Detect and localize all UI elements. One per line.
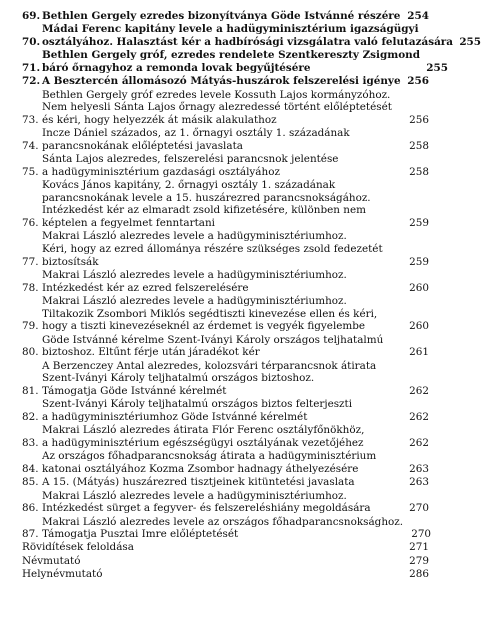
entry-title-line: biztosítsák [42, 255, 99, 268]
entry-title-line: Mádai Ferenc kapitány levele a hadügyminisztérium igazságügyi [42, 23, 419, 36]
entry-title-line: Kéri, hogy az ezred állománya részére szükséges zsold fedezetét [42, 243, 383, 256]
entry-title-line: biztoshoz. Eltűnt férje után járadékot kér [42, 346, 260, 359]
entry-page-number: 263 [409, 476, 429, 489]
entry-number: 87. [22, 528, 39, 541]
extra-title [22, 568, 407, 581]
entry-title-line: Sánta Lajos alezredes, felszerelési parancsnok jelentése [42, 153, 339, 166]
entry-title-line: Makrai László alezredes átirata Flór Ferenc osztályfőnökhöz, [42, 424, 365, 437]
entry-title-line: Intézkedést sürget a fegyver- és felszereléshiány megoldására [42, 502, 371, 515]
toc-entry [22, 476, 429, 489]
toc-entry [22, 153, 429, 178]
entry-page-number: 254 [407, 10, 429, 22]
extra-title-line: Rövidítések feloldása [22, 541, 134, 554]
entry-title [42, 360, 407, 398]
entry-title-line: Az országos főhadparancsnokság átirata a hadügyminisztérium [42, 450, 377, 463]
entry-title [42, 230, 407, 268]
entry-title [42, 127, 407, 152]
toc-entry [22, 127, 429, 152]
entry-page-number: 260 [409, 281, 429, 294]
extra-title-line: Helynévmutató [22, 568, 103, 581]
entry-title [42, 179, 407, 229]
entry-number: 76. [22, 217, 39, 230]
entry-title [42, 49, 426, 74]
toc-entry [22, 334, 429, 359]
entry-title-line: és kéri, hogy helyezzék át másik alakulathoz [42, 113, 277, 126]
toc-entry [22, 515, 432, 541]
extra-title [22, 555, 407, 568]
toc-extra-entry [22, 555, 429, 568]
entry-number: 73. [22, 113, 39, 126]
toc-entry [22, 398, 429, 423]
entry-number: 71. [22, 61, 41, 74]
entry-title-line: Makrai László alezredes levele az országos főhadparancsnoksághoz. [42, 515, 404, 528]
entry-title [42, 476, 407, 489]
entry-title-line: Göde Istvánné kérelme Szent-Iványi Károly országos teljhatalmú [42, 333, 384, 346]
entry-number: 70. [22, 35, 41, 48]
entry-page-number: 255 [426, 61, 448, 74]
toc-entry [22, 49, 448, 74]
toc-entry [22, 424, 429, 449]
entry-title [42, 334, 407, 359]
entry-title-line: Bethlen Gergely gróf ezredes levele Kossuth Lajos kormányzóhoz. [42, 88, 391, 101]
toc-entry [22, 490, 429, 515]
entry-page-number: 262 [409, 436, 429, 449]
entry-number: 86. [22, 502, 39, 515]
toc-entry [22, 295, 429, 333]
entry-title-line: hogy a tiszti kinevezéseknél az érdemet is vegyék figyelembe [42, 320, 366, 333]
entry-title-line: Tiltakozik Zsombori Miklós segédtiszti kinevezése ellen és kéri, [42, 307, 378, 320]
extra-page-number: 279 [409, 554, 429, 567]
entry-title-line: a hadügyminisztériumhoz Göde Istvánné kérelmét [42, 410, 308, 423]
entry-title-line: a hadügyminisztérium gazdasági osztályához [42, 165, 280, 178]
entry-page-number: 262 [409, 384, 429, 397]
entry-title [42, 23, 459, 48]
entry-title [42, 516, 409, 541]
entry-title-line: Támogatja Pusztai Imre előléptetését [42, 528, 239, 541]
entry-title-line: Makrai László alezredes levele a hadügyminisztériumhoz. [42, 230, 347, 243]
entry-title-line: Incze Dániel százados, az 1. őrnagyi osztály 1. századának [42, 127, 350, 140]
entry-page-number: 255 [459, 35, 481, 48]
extra-page-number: 271 [409, 541, 429, 554]
entry-title-line: Intézkedést kér az ezred felszerelésére [42, 281, 249, 294]
entry-title-line: Makrai László alezredes levele a hadügyminisztériumhoz. [42, 295, 347, 308]
toc-entry [22, 269, 429, 294]
entry-page-number: 262 [409, 410, 429, 423]
entry-title-line: Kovács János kapitány, 2. őrnagyi osztály 1. századának [42, 179, 336, 192]
toc-entry [22, 230, 429, 268]
entry-number: 78. [22, 281, 39, 294]
entry-title-line: A Besztercén állomásozó Mátyás-huszárok felszerelési igénye [42, 75, 401, 88]
entry-title-line: katonai osztályához Kozma Zsombor hadnagy áthelyezésére [42, 462, 359, 475]
toc-entry [22, 450, 429, 475]
toc-entry [22, 75, 429, 88]
entry-title-line: Intézkedést kér az elmaradt zsold kifizetésére, különben nem [42, 204, 366, 217]
toc-entry [22, 179, 429, 229]
extra-title [22, 541, 407, 554]
entry-page-number: 263 [409, 462, 429, 475]
entry-number: 85. [22, 476, 39, 489]
entry-title-line: Bethlen Gergely gróf, ezredes rendelete Szentkereszty Zsigmond [42, 49, 420, 62]
entry-title-line: parancsnokának előléptetési javaslata [42, 139, 243, 152]
entry-number: 84. [22, 462, 39, 475]
entry-title [42, 490, 407, 515]
entry-page-number: 258 [409, 139, 429, 152]
entry-title-line: osztályához. Halasztást kér a hadbírósági vizsgálatra való felutazására [42, 35, 454, 48]
entry-title [42, 10, 407, 23]
entry-number: 79. [22, 320, 39, 333]
entry-number: 81. [22, 384, 39, 397]
toc-entry [22, 89, 429, 127]
entry-page-number: 261 [409, 346, 429, 359]
entry-number: 69. [22, 10, 41, 22]
toc-extra-entry [22, 541, 429, 554]
entry-title-line: a hadügyminisztérium egészségügyi osztályának vezetőjéhez [42, 436, 364, 449]
entry-title [42, 398, 407, 423]
extra-page-number: 286 [409, 568, 429, 581]
entry-title-line: A Berzenczey Antal alezredes, kolozsvári térparancsnok átirata [42, 359, 377, 372]
entry-page-number: 259 [409, 255, 429, 268]
entry-title [42, 89, 407, 127]
entry-title-line: Nem helyesli Sánta Lajos őrnagy alezredessé történt előléptetését [42, 101, 392, 114]
entry-page-number: 259 [409, 217, 429, 230]
entry-number: 74. [22, 139, 39, 152]
entry-number: 75. [22, 165, 39, 178]
entry-title-line: parancsnokának levele a 15. huszárezred parancsnokságához. [42, 191, 371, 204]
toc-entry [22, 10, 429, 23]
entry-page-number: 256 [407, 75, 429, 88]
toc-extra-entry [22, 568, 429, 581]
entry-title [42, 450, 407, 475]
entry-page-number: 256 [409, 113, 429, 126]
entry-title-line: A 15. (Mátyás) huszárezred tisztjeinek kitüntetési javaslata [42, 476, 355, 489]
entry-title [42, 295, 407, 333]
entry-title-line: Makrai László alezredes levele a hadügyminisztériumhoz. [42, 269, 347, 282]
entry-number: 80. [22, 346, 39, 359]
entry-title [42, 269, 407, 294]
entry-number: 82. [22, 410, 39, 423]
entry-title-line: Szent-Iványi Károly teljhatalmú országos biztos felterjeszti [42, 398, 353, 411]
entry-number: 77. [22, 255, 39, 268]
entry-title-line: báró őrnagyhoz a remonda lovak begyűjtésére [42, 61, 311, 74]
entry-title-line: Bethlen Gergely ezredes bizonyítványa Göde Istvánné részére [42, 10, 401, 22]
entry-title-line: képtelen a fegyelmet fenntartani [42, 217, 215, 230]
entry-page-number: 258 [409, 165, 429, 178]
entry-title-line: Támogatja Göde Istvánné kérelmét [42, 384, 227, 397]
entry-number: 83. [22, 436, 39, 449]
toc-entry [22, 23, 481, 48]
entry-number: 72. [22, 75, 41, 88]
entry-title-line: Makrai László alezredes levele a hadügyminisztériumhoz. [42, 489, 347, 502]
entry-page-number: 260 [409, 320, 429, 333]
entry-title [42, 75, 407, 88]
toc-entry [22, 360, 429, 398]
entry-page-number: 270 [411, 528, 432, 541]
entry-title-line: Szent-Iványi Károly teljhatalmú országos biztoshoz. [42, 372, 315, 385]
entry-title [42, 424, 407, 449]
extra-title-line: Névmutató [22, 554, 81, 567]
entry-page-number: 270 [409, 502, 429, 515]
entry-title [42, 153, 407, 178]
